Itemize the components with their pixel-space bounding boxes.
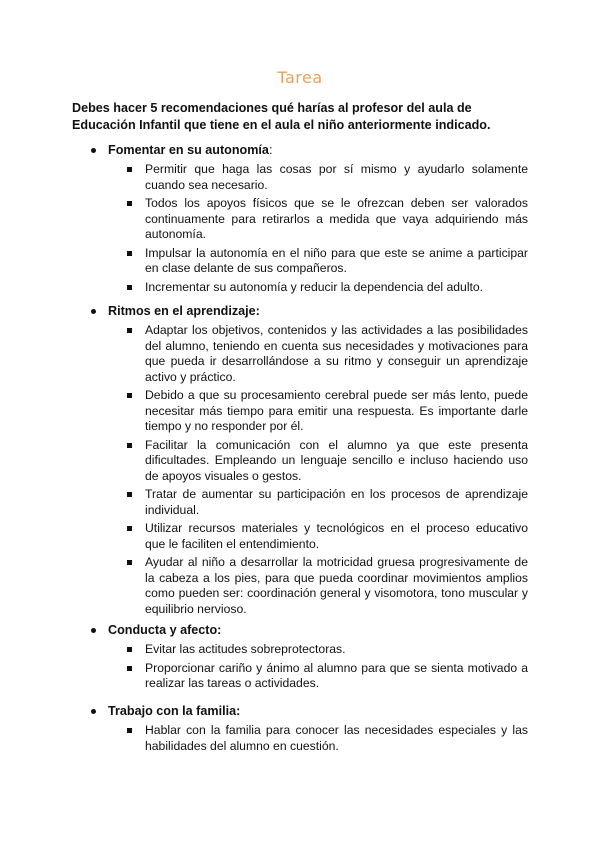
item-list [88, 642, 528, 692]
section-ritmos [88, 303, 528, 620]
bullet-dot-icon [91, 628, 96, 633]
item-list [88, 323, 528, 617]
list-item [88, 323, 528, 385]
section-autonomia [88, 142, 528, 298]
section-heading-text: Conducta y afecto: [108, 623, 222, 637]
bullet-square-icon [127, 647, 132, 652]
list-item [88, 723, 528, 754]
bullet-dot-icon [91, 148, 96, 153]
bullet-square-icon [127, 728, 132, 733]
bullet-square-icon [127, 167, 132, 172]
bullet-dot-icon [91, 309, 96, 314]
section-heading [88, 303, 528, 319]
list-item [88, 642, 528, 658]
section-heading-suffix: : [268, 143, 273, 157]
list-item [88, 388, 528, 435]
list-item-text: Proporcionar cariño y ánimo al alumno para que se sienta motivado a realizar las tareas o actividades. [145, 660, 528, 690]
list-item-text: Facilitar la comunicación con el alumno ya que este presenta dificultades. Empleando un lenguaje sencillo e incluso haciendo uso de apoyos visuales o gestos. [145, 437, 528, 483]
list-item-text: Hablar con la familia para conocer las necesidades especiales y las habilidades del alumno en cuestión. [145, 723, 528, 753]
bullet-dot-icon [91, 709, 96, 714]
list-item-text: Incrementar su autonomía y reducir la dependencia del adulto. [145, 279, 484, 294]
bullet-square-icon [127, 443, 132, 448]
list-item-text: Tratar de aumentar su participación en los procesos de aprendizaje individual. [145, 487, 528, 517]
section-heading [88, 622, 528, 638]
intro-paragraph: Debes hacer 5 recomendaciones qué harías al profesor del aula de Educación Infantil que tiene en el aula el niño anteriormente indicado. [72, 101, 491, 132]
list-item [88, 521, 528, 552]
list-item [88, 246, 528, 277]
list-item-text: Impulsar la autonomía en el niño para que este se anime a participar en clase delante de sus compañeros. [145, 245, 528, 275]
bullet-square-icon [127, 393, 132, 398]
list-item [88, 438, 528, 485]
item-list [88, 162, 528, 295]
section-heading [88, 703, 528, 719]
list-item [88, 280, 528, 296]
bullet-square-icon [127, 526, 132, 531]
list-item [88, 162, 528, 193]
list-item-text: Ayudar al niño a desarrollar la motricidad gruesa progresivamente de la cabeza a los pies, para que pueda coordinar movimientos amplios como pueden ser: coordinación general y visomotora, tono muscular y equilibrio nervioso. [145, 555, 528, 616]
list-item [88, 555, 528, 617]
list-item [88, 661, 528, 692]
section-heading-text: Trabajo con la familia: [108, 704, 241, 718]
list-item-text: Permitir que haga las cosas por sí mismo y ayudarlo solamente cuando sea necesario. [145, 162, 528, 192]
section-conducta [88, 622, 528, 695]
section-familia [88, 703, 528, 757]
list-item-text: Utilizar recursos materiales y tecnológicos en el proceso educativo que le faciliten el entendimiento. [145, 521, 528, 551]
list-item-text: Todos los apoyos físicos que se le ofrezcan deben ser valorados continuamente para retirarlos a medida que vaya adquiriendo más autonomía. [145, 196, 528, 241]
item-list [88, 723, 528, 754]
page-title: Tarea [277, 68, 323, 87]
bullet-square-icon [127, 201, 132, 206]
bullet-square-icon [127, 285, 132, 290]
list-item-text: Debido a que su procesamiento cerebral puede ser más lento, puede necesitar más tiempo para emitir una respuesta. Es importante darle tiempo y no responder por él. [145, 388, 528, 433]
list-item-text: Evitar las actitudes sobreprotectoras. [145, 642, 346, 656]
bullet-square-icon [127, 666, 132, 671]
bullet-square-icon [127, 251, 132, 256]
section-heading-text: Ritmos en el aprendizaje: [108, 304, 260, 318]
bullet-square-icon [127, 328, 132, 333]
list-item [88, 196, 528, 243]
section-heading-text: Fomentar en su autonomía [108, 143, 269, 157]
list-item-text: Adaptar los objetivos, contenidos y las actividades a las posibilidades del alumno, teniendo en cuenta sus necesidades y motivaciones para que pueda ir desarrollándose a su ritmo y conseguir un aprendizaje activo y práctico. [145, 323, 528, 384]
list-item [88, 487, 528, 518]
bullet-square-icon [127, 492, 132, 497]
bullet-square-icon [127, 560, 132, 565]
section-heading [88, 142, 528, 158]
